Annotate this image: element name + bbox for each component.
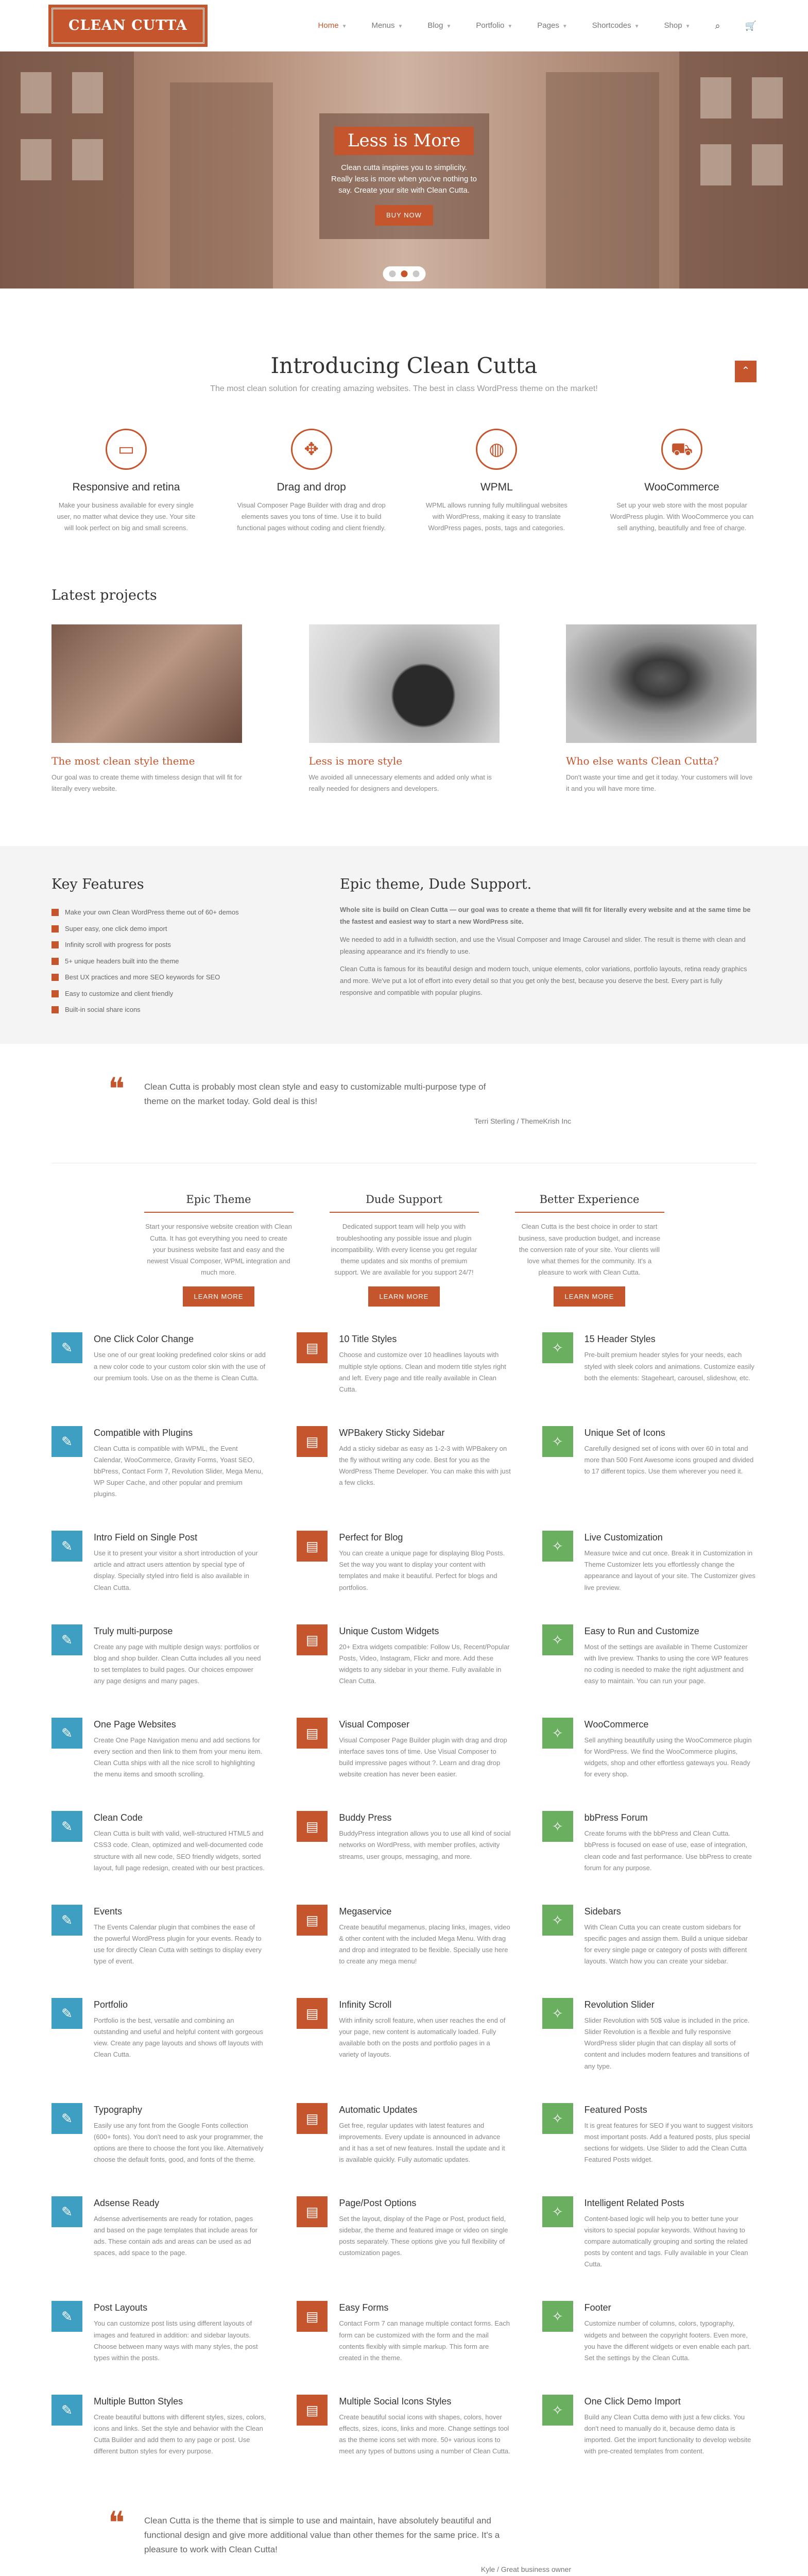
social-icon: ▤: [297, 2395, 328, 2426]
cart-icon: ⛟: [661, 429, 702, 470]
key-features-section: [0, 846, 808, 1044]
chevron-down-icon: ▼: [398, 23, 403, 29]
learn-more-button[interactable]: LEARN MORE: [183, 1286, 255, 1307]
testimonial-text: Clean Cutta is probably most clean style and easy to customizable multi-purpose type of theme on the market today. Gold deal is this!: [144, 1081, 486, 1106]
intro-section: [0, 289, 808, 554]
feature-item: [51, 1905, 266, 1967]
globe-icon: ◍: [476, 429, 517, 470]
feature-item-title: Easy to Run and Customize: [584, 1625, 699, 1636]
column-card: [330, 1192, 479, 1307]
feature-item-title: Megaservice: [339, 1906, 392, 1917]
key-feature-item: Easy to customize and client friendly: [51, 986, 304, 1002]
chevron-down-icon: ▼: [446, 23, 452, 29]
blog-icon: ▤: [297, 1531, 328, 1562]
feature-item-title: Multiple Button Styles: [94, 2396, 183, 2406]
feature-item-title: bbPress Forum: [584, 1812, 648, 1823]
chevron-down-icon: ▼: [685, 23, 691, 29]
feature-item: [542, 2395, 757, 2457]
feature-item-title: Unique Custom Widgets: [339, 1625, 439, 1636]
feature-item-text: Set the layout, display of the Page or Post, product field, sidebar, the theme and featured image or video on single posts separately. These options give you full flexibility of customization pages.: [339, 2214, 508, 2257]
feature-item-text: Create beautiful buttons with different styles, sizes, colors, icons and links. Set the style and behavior with the Clean Cutta Builder and add them to any page or post. Use different button styles for every purpose.: [94, 2413, 266, 2455]
related-icon: ✧: [542, 2196, 573, 2227]
nav-item-menus[interactable]: Menus ▼: [371, 21, 403, 30]
feature-card: [422, 429, 571, 534]
feature-text: Visual Composer Page Builder with drag and drop elements saves you tons of time. Use it to build functional pages without coding and client friendly.: [237, 501, 386, 532]
feature-item: [51, 1426, 266, 1500]
feature-item: [297, 1905, 511, 1967]
project-image[interactable]: [566, 624, 757, 743]
site-header: [0, 0, 808, 52]
feature-item-text: 20+ Extra widgets compatible: Follow Us, Recent/Popular Posts, Video, Instagram, Flickr and more. Add these widgets to any sidebar in your theme. Fully available in Clean Cutta.: [339, 1642, 510, 1685]
run-icon: ✧: [542, 1624, 573, 1655]
feature-item-text: The Events Calendar plugin that combines the ease of the powerful WordPress plugin for your events. Ready to use for directly Clean Cutta with settings to display every type of event.: [94, 1923, 262, 1965]
feature-item: [51, 2395, 266, 2457]
feature-item-title: Unique Set of Icons: [584, 1427, 665, 1438]
nav-item-home[interactable]: Home ▼: [318, 21, 347, 30]
feature-item-title: Sidebars: [584, 1906, 621, 1917]
site-logo[interactable]: CLEAN CUTTA: [51, 8, 204, 44]
feature-item-text: With infinity scroll feature, when user reaches the end of your page, new content is automatically loaded. Fully available both on the posts and portfolio pages in a variety of layouts.: [339, 2016, 506, 2059]
layout-icon: ✎: [51, 2301, 82, 2332]
feature-item: [51, 2196, 266, 2270]
feature-item-title: 15 Header Styles: [584, 1334, 656, 1345]
feature-item-text: Create any page with multiple design ways: portfolios or blog and shop builder. Clean Cutta includes all you need to set templates to build pages. Our choices empower any page designs and many pages.: [94, 1642, 261, 1685]
feature-title: WooCommerce: [644, 481, 719, 494]
mega-icon: ▤: [297, 1905, 328, 1936]
bullet-icon: [51, 925, 59, 933]
epic-paragraph: Whole site is build on Clean Cutta — our goal was to create a theme that will fit for literally every website and at the same time be the fastest and easiest way to start a new WordPress site.: [340, 906, 751, 926]
feature-item-text: Contact Form 7 can manage multiple contact forms. Each form can be customized with the form and the mail contents flexibly with simple markup. This form are created in the theme.: [339, 2319, 510, 2362]
intro-title: Introducing Clean Cutta: [270, 353, 538, 378]
testimonial: [51, 1044, 757, 1163]
quote-icon: ❝: [108, 2505, 125, 2541]
feature-item-title: Page/Post Options: [339, 2197, 417, 2208]
project-image[interactable]: [51, 624, 242, 743]
key-feature-item: Best UX practices and more SEO keywords for SEO: [51, 969, 304, 986]
feature-item: [297, 2103, 511, 2165]
feature-card: [607, 429, 757, 534]
feature-item-text: Visual Composer Page Builder plugin with drag and drop interface saves tons of time. Use Visual Composer to build impressive pages without ?. Learn and drag drop website creation has never been easier.: [339, 1736, 507, 1778]
feature-item: [51, 1811, 266, 1873]
feature-item-text: Use one of our great looking predefined color skins or add a new color code to your custom color skin with the use of our premium tools. Use on as the theme is Clean Cutta.: [94, 1351, 266, 1382]
feature-item-title: Truly multi-purpose: [94, 1625, 173, 1636]
feature-item-title: Typography: [94, 2104, 143, 2115]
feature-item-text: With Clean Cutta you can create custom sidebars for specific pages and assign them. Build a unique sidebar for every single page or category of posts with different layouts. Watch how you can create your sidebar.: [584, 1923, 748, 1965]
intro-subtitle: The most clean solution for creating amazing websites. The best in class WordPress theme on the market!: [210, 384, 598, 394]
feature-item: [51, 1718, 266, 1780]
key-feature-item: Built-in social share icons: [51, 1002, 304, 1018]
featured-icon: ✧: [542, 2103, 573, 2134]
chevron-down-icon: ▼: [341, 23, 347, 29]
feature-item-title: Footer: [584, 2302, 611, 2313]
column-card: [515, 1192, 664, 1307]
feature-title: Drag and drop: [277, 481, 346, 494]
column-title: Better Experience: [515, 1192, 664, 1213]
key-features-title: Key Features: [51, 876, 144, 892]
feature-item: [51, 1624, 266, 1687]
feature-item: [51, 1332, 266, 1395]
feature-item-title: Perfect for Blog: [339, 1532, 403, 1543]
events-icon: ✎: [51, 1905, 82, 1936]
project-card[interactable]: [51, 624, 242, 794]
code-icon: ✎: [51, 1811, 82, 1842]
feature-item: [51, 2301, 266, 2363]
portfolio-icon: ✎: [51, 1998, 82, 2029]
feature-item-title: Events: [94, 1906, 123, 1917]
feature-item-title: Post Layouts: [94, 2302, 148, 2313]
epic-title: Epic theme, Dude Support.: [340, 876, 532, 892]
project-text: Our goal was to create theme with timeless design that will fit for literally every website.: [51, 773, 242, 792]
three-columns: [0, 1163, 808, 1317]
icons-icon: ✧: [542, 1426, 573, 1457]
sidebars-icon: ✧: [542, 1905, 573, 1936]
feature-item-text: Portfolio is the best, versatile and combining an outstanding and useful and helpful content with gorgeous view. Create any page layouts and shows off layouts with Clean Cutta.: [94, 2016, 263, 2059]
column-title: Dude Support: [330, 1192, 479, 1213]
nav-item-shortcodes[interactable]: Shortcodes ▼: [592, 21, 640, 30]
sidebar-icon: ▤: [297, 1426, 328, 1457]
feature-text: Make your business available for every single user, no matter what device they use. Your site will look perfect on big and small screens.: [57, 501, 196, 532]
feature-item: [51, 2103, 266, 2165]
testimonial-author: Terri Sterling / ThemeKrish Inc: [474, 1116, 571, 1125]
feature-card: [51, 429, 201, 534]
feature-item-text: Create beautiful megamenus, placing links, images, video & other content with the included Mega Menu. With drag and drop and integrated to be flexible. Specially use here to create any mega menu!: [339, 1923, 510, 1965]
feature-item-text: Measure twice and cut once. Break it in Customization in Theme Customizer lets you effortlessly change the appearance and layout of your site. The Customizer gives live preview.: [584, 1549, 755, 1591]
feature-title: Responsive and retina: [72, 481, 180, 494]
feature-item: [542, 2103, 757, 2165]
feature-item: [542, 2196, 757, 2270]
footer-icon: ✧: [542, 2301, 573, 2332]
feature-item: [542, 1624, 757, 1687]
chevron-down-icon: ▼: [507, 23, 513, 29]
forms-icon: ▤: [297, 2301, 328, 2332]
feature-item-title: WPBakery Sticky Sidebar: [339, 1427, 445, 1438]
project-text: We avoided all unnecessary elements and added only what is really needed for designers and developers.: [308, 773, 492, 792]
customize-icon: ✧: [542, 1531, 573, 1562]
multi-icon: ✎: [51, 1624, 82, 1655]
feature-item-title: One Click Demo Import: [584, 2396, 681, 2406]
button-icon: ✎: [51, 2395, 82, 2426]
feature-item-title: Revolution Slider: [584, 1999, 655, 2010]
feature-item-text: Get free, regular updates with latest features and improvements. Every update is announced in advance and it has a set of new features. Install the update and it is available quickly. Fully automatic updates.: [339, 2121, 505, 2163]
header-icon: ✧: [542, 1332, 573, 1363]
project-card[interactable]: [309, 624, 500, 794]
feature-item-title: Infinity Scroll: [339, 1999, 392, 2010]
key-feature-item: Make your own Clean WordPress theme out of 60+ demos: [51, 904, 304, 921]
feature-item-title: Intelligent Related Posts: [584, 2197, 684, 2208]
buddy-icon: ▤: [297, 1811, 328, 1842]
column-title: Epic Theme: [144, 1192, 294, 1213]
quote-icon: ❝: [108, 1071, 125, 1107]
feature-item-text: Easily use any font from the Google Fonts collection (600+ fonts). You don't need to ask your programmer, the options are there to choose the font you like. Alternatively choose the default fonts, good, and fonts of the theme.: [94, 2121, 264, 2163]
feature-item-title: Featured Posts: [584, 2104, 647, 2115]
key-feature-item: 5+ unique headers built into the theme: [51, 953, 304, 970]
epic-paragraph: Clean Cutta is famous for its beautiful design and modern touch, unique elements, color variations, portfolio layouts, retina ready graphics and more. We've put a lot of effort into every detail so that you get only the best, because you deserve the best. Every part is fully responsive and compatible with popular plugins.: [340, 965, 747, 996]
bullet-icon: [51, 974, 59, 981]
feature-item-title: Automatic Updates: [339, 2104, 418, 2115]
key-feature-item: Super easy, one click demo import: [51, 921, 304, 937]
feature-item-text: BuddyPress integration allows you to use all kind of social networks on WordPress, with member profiles, activity streams, user groups, messaging, and more.: [339, 1829, 511, 1860]
feature-item-text: Carefully designed set of icons with over 60 in total and more than 500 Font Awesome icons grouped and divided to 17 different topics. Use them wherever you need it.: [584, 1444, 754, 1475]
feature-item-title: Compatible with Plugins: [94, 1427, 193, 1438]
feature-item: [51, 1531, 266, 1593]
feature-item-text: It is great features for SEO if you want to suggest visitors most important posts. Add a featured posts, plus special sections for widgets. Use Slider to add the Clean Cutta Featured Posts widget.: [584, 2121, 753, 2163]
feature-title: WPML: [480, 481, 513, 494]
chevron-down-icon: ▼: [562, 23, 568, 29]
bullet-icon: [51, 990, 59, 997]
buy-now-button[interactable]: BUY NOW: [375, 205, 433, 226]
feature-item-title: Adsense Ready: [94, 2197, 160, 2208]
feature-item-text: Create One Page Navigation menu and add sections for every section and then link to them from your menu item. Clean Cutta ships with all the nice scroll to highlighting the menu items and smooth scrolling.: [94, 1736, 263, 1778]
adsense-icon: ✎: [51, 2196, 82, 2227]
infinity-icon: ▤: [297, 1998, 328, 2029]
feature-text: WPML allows running fully multilingual websites with WordPress, making it easy to translate WordPress pages, posts, tags and categories.: [425, 501, 568, 532]
feature-item: [297, 1811, 511, 1873]
feature-item-title: Clean Code: [94, 1812, 143, 1823]
column-text: Dedicated support team will help you with troubleshooting any possible issue and plugin incompatibility. With every license you get regular theme updates and six months of premium support. We are available for you support 24/7!: [331, 1223, 477, 1276]
options-icon: ▤: [297, 2196, 328, 2227]
feature-item: [542, 1531, 757, 1593]
feature-item-text: Adsense advertisements are ready for rotation, pages and based on the page templates that include areas for ads. These contain ads and areas can be used as ad spaces, add space to the page.: [94, 2214, 257, 2257]
feature-item: [297, 1426, 511, 1500]
testimonial: [51, 2478, 757, 2576]
project-image[interactable]: [309, 624, 500, 743]
feature-item-text: Clean Cutta is built with valid, well-structured HTML5 and CSS3 code. Clean, optimized and well-documented code structure with all new code, SEO friendly widgets, sorted layout, full page redesign, created with our best practices.: [94, 1829, 265, 1872]
features-grid: [0, 1317, 808, 2478]
cart-icon: ✧: [542, 1718, 573, 1749]
feature-item-title: Portfolio: [94, 1999, 128, 2010]
feature-item-text: Slider Revolution with 50$ value is included in the price. Slider Revolution is a flexible and fully responsive WordPress slider plugin that can display all sorts of content and includes modern features and transitions of any type.: [584, 2016, 750, 2070]
slider-dot[interactable]: [412, 270, 419, 277]
project-title[interactable]: Who else wants Clean Cutta?: [566, 754, 719, 767]
drag-icon: ✥: [291, 429, 332, 470]
title-icon: ▤: [297, 1332, 328, 1363]
latest-projects: [0, 554, 808, 815]
feature-item-text: Content-based logic will help you to better tune your visitors to special popular keywords. Without having to compare automatically grouping and sorting the related posts by content and tags. Fully available in your Clean Cutta.: [584, 2214, 748, 2268]
feature-item: [297, 2301, 511, 2363]
onepage-icon: ✎: [51, 1718, 82, 1749]
feature-item-title: Easy Forms: [339, 2302, 389, 2313]
search-icon[interactable]: ⌕: [715, 20, 720, 31]
nav-item-shop[interactable]: Shop ▼: [664, 21, 691, 30]
column-card: [144, 1192, 294, 1307]
feature-item-title: 10 Title Styles: [339, 1334, 397, 1345]
widget-icon: ▤: [297, 1624, 328, 1655]
nav-item-portfolio[interactable]: Portfolio ▼: [476, 21, 513, 30]
slider-dot-active[interactable]: [401, 270, 407, 277]
epic-paragraph: We needed to add in a fullwidth section, and use the Visual Composer and Image Carousel and slider. The result is theme with clean and pleasing appearance and it's friendly to use.: [340, 935, 746, 955]
feature-item: [542, 2301, 757, 2363]
feature-item: [297, 1624, 511, 1687]
forum-icon: ✧: [542, 1811, 573, 1842]
feature-item: [297, 1998, 511, 2072]
composer-icon: ▤: [297, 1718, 328, 1749]
nav-item-pages[interactable]: Pages ▼: [537, 21, 568, 30]
feature-item-title: Intro Field on Single Post: [94, 1532, 198, 1543]
feature-item: [542, 1998, 757, 2072]
bullet-icon: [51, 909, 59, 916]
feature-item-text: Choose and customize over 10 headlines layouts with multiple style options. Clean and modern title styles right and left. Every page and title really available in Clean Cutta.: [339, 1351, 506, 1393]
feature-item-text: Most of the settings are available in Theme Customizer with live preview. Thanks to using the core WP features no coding is needed to make the right adjustment and easy to maintain. You can run your page.: [584, 1642, 748, 1685]
feature-card: [237, 429, 386, 534]
feature-item-title: One Click Color Change: [94, 1334, 194, 1345]
column-text: Clean Cutta is the best choice in order to start business, save production budget, and increase the conversion rate of your site. Your clients will love what themes for the community. It's a pleasure to work with Clean Cutta.: [518, 1223, 661, 1276]
plugin-icon: ✎: [51, 1426, 82, 1457]
intro-icon: ✎: [51, 1531, 82, 1562]
feature-item-title: Multiple Social Icons Styles: [339, 2396, 452, 2406]
feature-text: Set up your web store with the most popular WordPress plugin. With WooCommerce you can sell anything, beautifully and free of charge.: [610, 501, 754, 532]
feature-item-text: Sell anything beautifully using the WooCommerce plugin for WordPress. We find the WooCommerce plugins, widgets, shop and other effortless gateways you. Ready for every shop.: [584, 1736, 752, 1778]
feature-item-text: You can customize post lists using different layouts of images and featured in addition: and sidebar layouts. Choose between many ways with many styles, the post types within the posts.: [94, 2319, 258, 2362]
project-title[interactable]: Less is more style: [308, 754, 403, 767]
feature-item-text: Build any Clean Cutta demo with just a few clicks. You don't need to manually do it, because demo data is imported. Get the import functionality to develop website with pre-created templates from content.: [584, 2413, 751, 2455]
feature-item-text: Use it to present your visitor a short introduction of your article and attract users attention by special type of display. Specially styled intro field is also available in Clean Cutta.: [94, 1549, 258, 1591]
chevron-down-icon: ▼: [634, 23, 640, 29]
bullet-icon: [51, 941, 59, 948]
feature-item: [542, 1718, 757, 1780]
feature-item: [297, 1332, 511, 1395]
feature-item-text: You can create a unique page for displaying Blog Posts. Set the way you want to display your content with templates and make it beautiful. Perfect for blogs and portfolios.: [339, 1549, 505, 1591]
testimonial-author: Kyle / Great business owner: [480, 2565, 571, 2574]
slider-icon: ✧: [542, 1998, 573, 2029]
type-icon: ✎: [51, 2103, 82, 2134]
hero-text: Clean cutta inspires you to simplicity. Really less is more when you've nothing to say. Create your site with Clean Cutta.: [331, 163, 477, 195]
hero-slider: [0, 52, 808, 289]
import-icon: ✧: [542, 2395, 573, 2426]
testimonial-text: Clean Cutta is the theme that is simple to use and maintain, have absolutely beautiful and functional design and give more additional value than other themes for the same price. It's a pleasure to work with Clean Cutta!: [144, 2516, 500, 2555]
column-text: Start your responsive website creation with Clean Cutta. It has got everything you need to create your business website fast and easy and the newest Visual Composer, WPML integration and much more.: [145, 1223, 292, 1276]
feature-item-text: Create forums with the bbPress and Clean Cutta. bbPress is focused on ease of use, ease of integration, clean code and fast performance. Use bbPress to create forum for any purpose.: [584, 1829, 752, 1872]
feature-item-title: One Page Websites: [94, 1719, 176, 1730]
feature-item-text: Customize number of columns, colors, typography, widgets and between the copyright footers. Even more, you have the different widgets or even enable each part. Set the settings by the Clean Cutta.: [584, 2319, 751, 2362]
update-icon: ▤: [297, 2103, 328, 2134]
nav-item-blog[interactable]: Blog ▼: [427, 21, 452, 30]
project-title[interactable]: The most clean style theme: [51, 754, 195, 767]
feature-item: [297, 2395, 511, 2457]
feature-item: [297, 1531, 511, 1593]
monitor-icon: ▭: [106, 429, 147, 470]
main-nav: [318, 19, 757, 33]
slider-pagination: [383, 266, 425, 281]
feature-item-title: Buddy Press: [339, 1812, 392, 1823]
feature-item-title: Live Customization: [584, 1532, 663, 1543]
feature-item: [297, 2196, 511, 2270]
bullet-icon: [51, 958, 59, 965]
key-feature-item: Infinity scroll with progress for posts: [51, 937, 304, 953]
feature-item-text: Create beautiful social icons with shapes, colors, hover effects, sizes, icons, links and more. Change settings tool as the theme icons set with more. 50+ various icons to meet any types of buttons using a number of Clean Cutta.: [339, 2413, 510, 2455]
feature-item: [297, 1718, 511, 1780]
feature-item-title: WooCommerce: [584, 1719, 649, 1730]
project-card[interactable]: [566, 624, 757, 794]
cart-icon[interactable]: 🛒: [745, 20, 757, 31]
back-to-top-button[interactable]: ⌃: [735, 361, 757, 382]
feature-item: [542, 1811, 757, 1873]
feature-item-text: Add a sticky sidebar as easy as 1-2-3 with WPBakery on the fly without writing any code. Best for you as the WordPress Theme Developer. You can make this with just a few clicks.: [339, 1444, 511, 1487]
bullet-icon: [51, 1006, 59, 1013]
learn-more-button[interactable]: LEARN MORE: [368, 1286, 440, 1307]
feature-item: [542, 1332, 757, 1395]
feature-item: [51, 1998, 266, 2072]
latest-title: Latest projects: [51, 587, 157, 604]
hero-title: Less is More: [334, 127, 474, 155]
hero-caption: [319, 113, 489, 239]
feature-item-text: Clean Cutta is compatible with WPML, the Event Calendar, WooCommerce, Gravity Forms, Yoast SEO, bbPress, Contact Form 7, Revolution Slider, Mega Menu, WP Super Cache, and other popular and premium plugins.: [94, 1444, 263, 1498]
project-text: Don't waste your time and get it today. Your customers will love it and you will have more time.: [566, 773, 753, 792]
learn-more-button[interactable]: LEARN MORE: [554, 1286, 626, 1307]
feature-item-title: Visual Composer: [339, 1719, 410, 1730]
slider-dot[interactable]: [389, 270, 396, 277]
feature-item-text: Pre-built premium header styles for your needs, each styled with sleek colors and animations. Customize easily both the elements: Stageheart, carousel, slideshow, etc.: [584, 1351, 754, 1382]
feature-item: [542, 1905, 757, 1967]
feature-item: [542, 1426, 757, 1500]
paint-icon: ✎: [51, 1332, 82, 1363]
